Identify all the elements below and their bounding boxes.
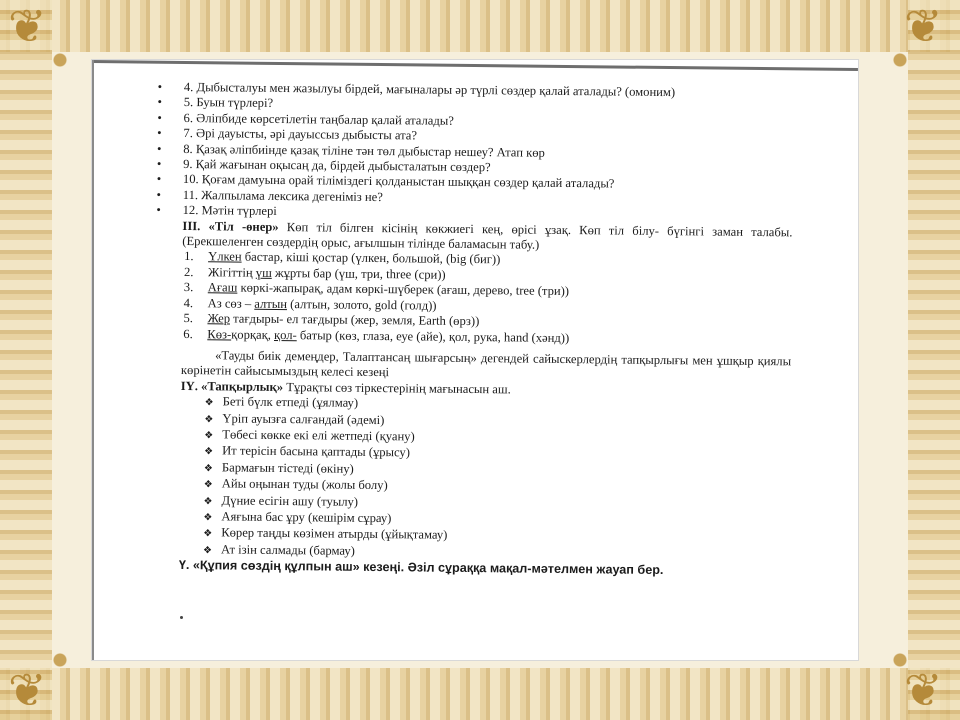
- section-4-intro: ІҮ. «Тапқырлық» Тұрақты сөз тіркестерінің мағынасын аш.: [180, 378, 511, 397]
- idiom-item: ❖ Дүние есігін ашу (туылу): [203, 492, 359, 509]
- section-4-heading: ІҮ. «Тапқырлық»: [180, 378, 284, 394]
- proverb-item: 6. Көз-қорқақ, қол- батыр (көз, глаза, еуе (айе), қол, рука, hand (хәнд)): [183, 326, 570, 345]
- corner-ornament-icon: ❦: [904, 1, 943, 52]
- proverb-item: 5. Жер тағдыры- ел тағдыры (жер, земля, Earth (өрз)): [183, 311, 480, 329]
- diamond-bullet-icon: ❖: [204, 446, 214, 458]
- transition-quote: «Тауды биік демеңдер, Талаптансаң шығарсың» дегендей сайыскерлердің тапқырлығы мен ұшқыр қиялы көрінетін сайысымыздың келесі кезеңі: [180, 348, 792, 380]
- corner-ornament-icon: ❦: [8, 665, 47, 716]
- question-item: • 6. Әліпбиде көрсетілетін таңбалар қалай аталады?: [157, 110, 454, 128]
- corner-ornament-icon: ❦: [8, 1, 47, 52]
- proverb-item: 3. Ағаш көркі-жапырақ, адам көркі-шүберек (ағаш, дерево, tree (три)): [183, 280, 570, 299]
- idiom-item: ❖ Ат ізін салмады (бармау): [203, 542, 355, 558]
- section-5-text: Ү. «Құпия сөздің құлпын аш» кезеңі. Әзіл сұраққа мақал-мәтелмен жауап бер.: [178, 558, 664, 578]
- question-item: • 11. Жалпылама лексика дегеніміз не?: [156, 187, 383, 204]
- diamond-bullet-icon: ❖: [203, 495, 213, 507]
- corner-ornament-icon: ❦: [904, 665, 943, 716]
- idiom-item: ❖ Ит терісін басына қаптады (ұрысу): [204, 443, 411, 460]
- idiom-item: ❖ Аяғына бас ұру (кешірім сұрау): [203, 509, 392, 526]
- section-3-list: [181, 249, 792, 348]
- idiom-item: ❖ Бармағын тістеді (өкіну): [203, 460, 354, 476]
- idiom-item: ❖ Айы оңынан туды (жолы болу): [203, 476, 388, 493]
- page-content: [156, 79, 794, 580]
- diamond-bullet-icon: ❖: [203, 462, 213, 475]
- diamond-bullet-icon: ❖: [203, 479, 213, 491]
- diamond-bullet-icon: ❖: [203, 545, 213, 557]
- diamond-bullet-icon: ❖: [203, 512, 213, 524]
- idiom-item: ❖ Төбесі көкке екі елі жетпеді (қуану): [204, 427, 415, 444]
- question-list: [156, 79, 794, 225]
- section-3-intro: ІІІ. «Тіл -өнер» Көп тіл білген кісінің көкжиегі кең, өрісі ұзақ. Көп тіл білу- бүгінгі заман талабы. (Ерекшеленген сөздердің орыс, ағылшын тілінде баламасын табу.): [182, 218, 793, 252]
- frame-right-band: [908, 0, 960, 720]
- frame-bottom-band: [0, 665, 960, 720]
- diamond-bullet-icon: ❖: [204, 413, 214, 425]
- question-item: • 4. Дыбысталуы мен жазылуы бірдей, мағыналары әр түрлі сөздер қалай аталады? (омоним): [157, 79, 676, 100]
- scanned-page: [92, 60, 858, 660]
- frame-top-band: [0, 0, 960, 52]
- question-item: • 10. Қоғам дамуына орай тіліміздегі қолданыстан шыққан сөздер қалай аталады?: [156, 172, 615, 191]
- section-3-heading: ІІІ. «Тіл -өнер»: [182, 218, 279, 234]
- proverb-item: 4. Аз сөз – алтын (алтын, золото, gold (голд)): [183, 295, 437, 313]
- page-left-edge: [92, 60, 94, 660]
- idiom-item: ❖ Беті бүлк етпеді (ұялмау): [204, 394, 359, 410]
- question-item: • 12. Мәтін түрлері: [156, 202, 277, 219]
- question-item: • 5. Буын түрлері?: [157, 95, 274, 111]
- diamond-bullet-icon: ❖: [204, 430, 214, 442]
- page-top-edge: [92, 60, 858, 71]
- idiom-item: ❖ Үріп ауызға салғандай (әдемі): [204, 410, 385, 427]
- idiom-list: [179, 394, 791, 564]
- scan-speck: [180, 616, 183, 619]
- diamond-bullet-icon: ❖: [203, 528, 213, 540]
- proverb-item: 2. Жігіттің үш жұрты бар (үш, три, three (сри)): [183, 264, 446, 282]
- diamond-bullet-icon: ❖: [204, 397, 214, 409]
- frame-left-band: [0, 0, 52, 720]
- question-item: • 7. Әрі дауысты, әрі дауыссыз дыбысты ата?: [157, 125, 418, 143]
- question-item: • 8. Қазақ әліпбиінде қазақ тіліне тән төл дыбыстар нешеу? Атап көр: [156, 141, 545, 160]
- proverb-item: 1. Үлкен бастар, кіші қостар (үлкен, большой, (big (биг)): [184, 249, 501, 267]
- idiom-item: ❖ Көрер таңды көзімен атырды (ұйықтамау): [203, 525, 448, 543]
- question-item: • 9. Қай жағынан оқысаң да, бірдей дыбысталатын сөздер?: [156, 156, 491, 175]
